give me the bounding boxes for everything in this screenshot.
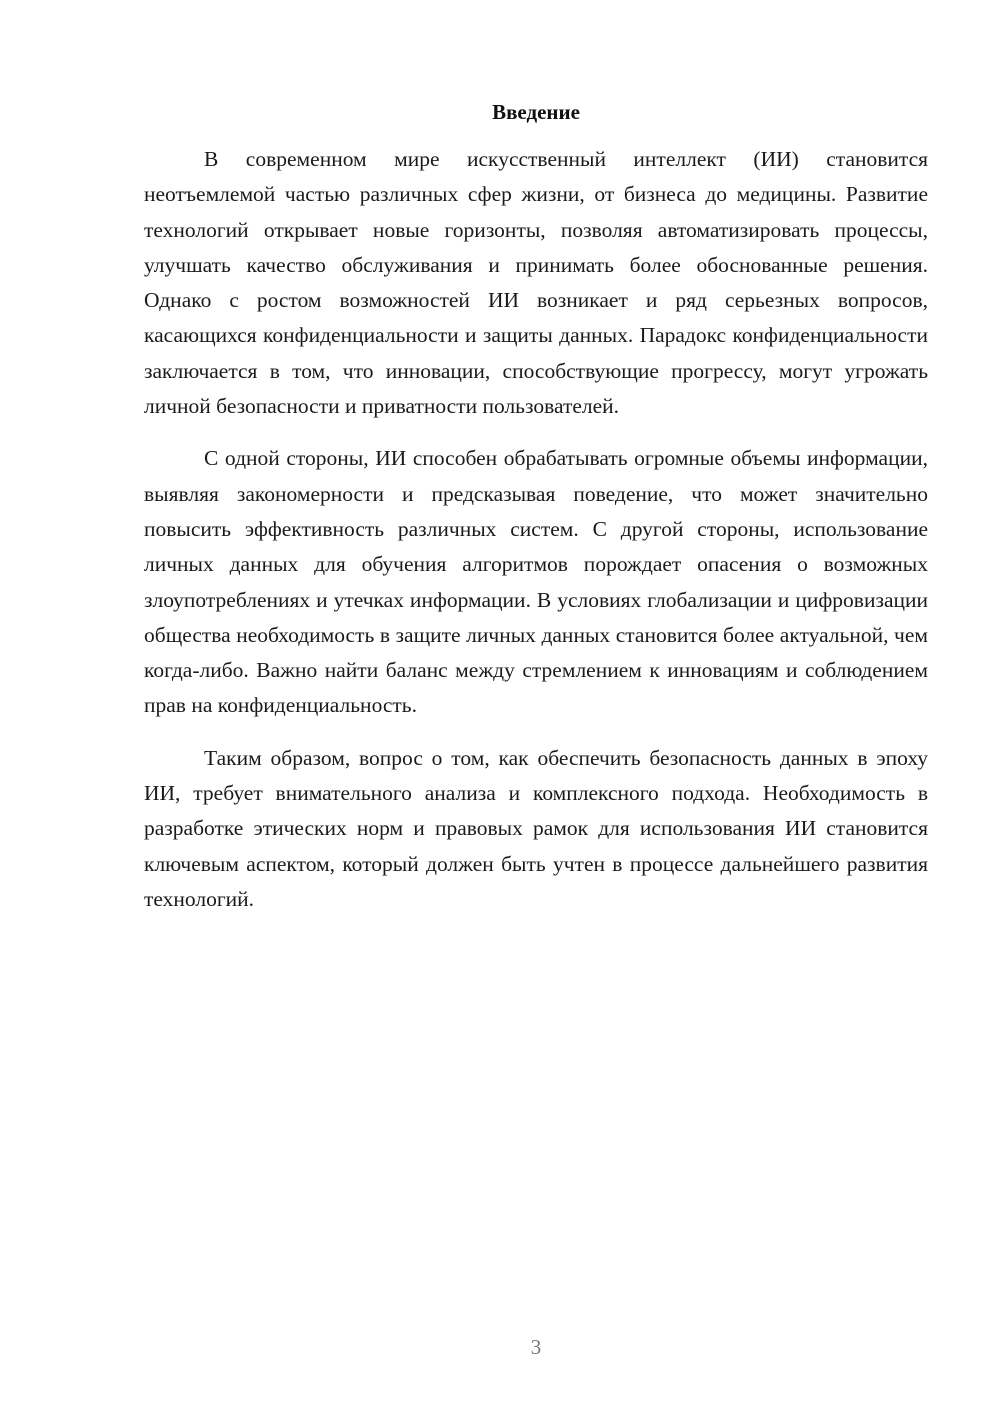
page-number: 3	[530, 1335, 542, 1359]
paragraph-3: Таким образом, вопрос о том, как обеспечить безопасность данных в эпоху ИИ, требует внимательного анализа и комплексного подхода. Необходимость в разработке этических норм и правовых рамок для использования ИИ становится ключевым аспектом, который должен быть учтен в процессе дальнейшего развития технологий.	[144, 745, 928, 911]
page-content	[144, 96, 928, 917]
paragraph-1: В современном мире искусственный интеллект (ИИ) становится неотъемлемой частью различных сфер жизни, от бизнеса до медицины. Развитие технологий открывает новые горизонты, позволяя автоматизировать процессы, улучшать качество обслуживания и принимать более обоснованные решения. Однако с ростом возможностей ИИ возникает и ряд серьезных вопросов, касающихся конфиденциальности и защиты данных. Парадокс конфиденциальности заключается в том, что инновации, способствующие прогрессу, могут угрожать личной безопасности и приватности пользователей.	[144, 147, 928, 419]
section-heading: Введение	[492, 100, 580, 124]
paragraph-2: С одной стороны, ИИ способен обрабатывать огромные объемы информации, выявляя закономерности и предсказывая поведение, что может значительно повысить эффективность различных систем. С другой стороны, использование личных данных для обучения алгоритмов порождает опасения о возможных злоупотреблениях и утечках информации. В условиях глобализации и цифровизации общества необходимость в защите личных данных становится более актуальной, чем когда-либо. Важно найти баланс между стремлением к инновациям и соблюдением прав на конфиденциальность.	[144, 446, 928, 718]
